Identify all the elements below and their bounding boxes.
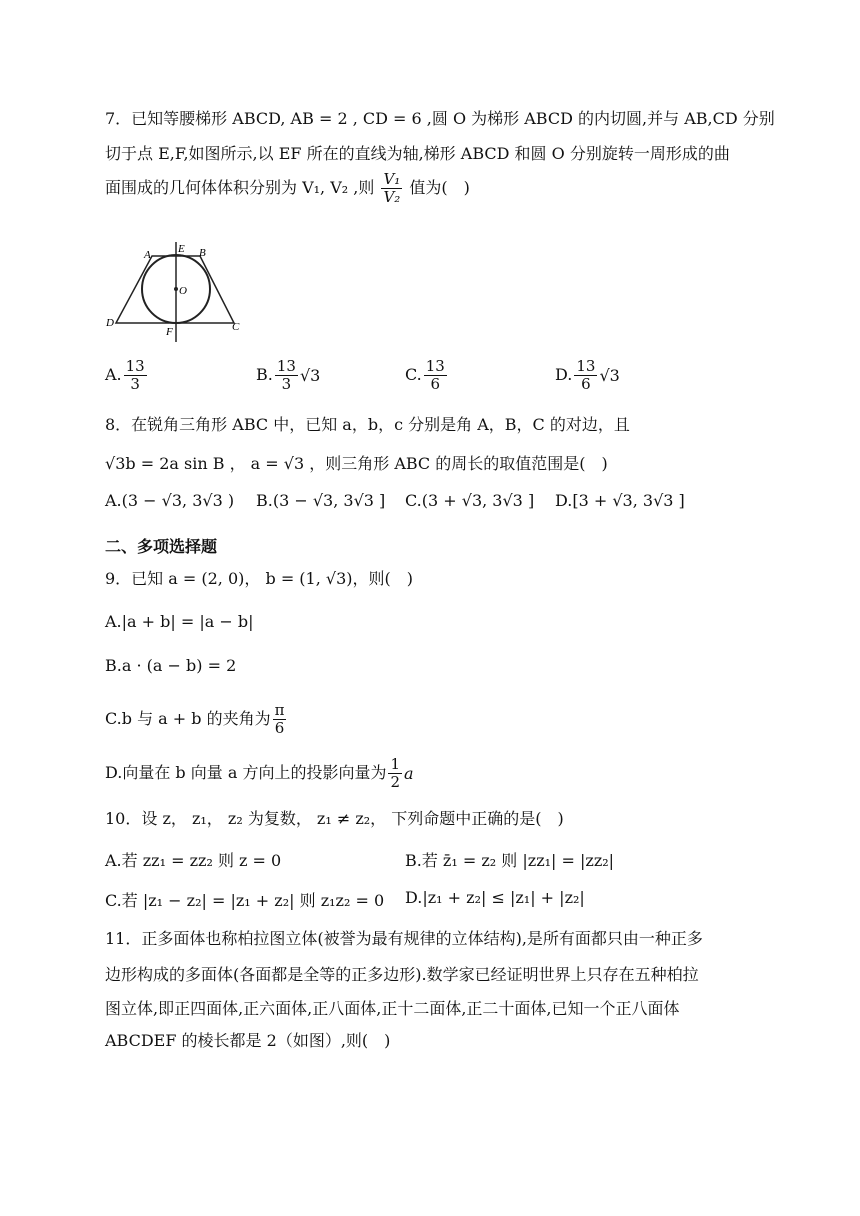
q7-option-d-root: √3 — [599, 366, 620, 385]
q9-option-d-vector: a — [404, 764, 414, 783]
q9-stem: 9．已知 a = (2, 0)， b = (1, √3)，则( ) — [105, 569, 414, 588]
q8-line-1: 8．在锐角三角形 ABC 中，已知 a，b，c 分别是角 A，B，C 的对边，且 — [105, 415, 630, 434]
q9-option-b[interactable]: B.a · (a − b) = 2 — [105, 656, 237, 675]
q7-volume-ratio — [381, 171, 402, 206]
q9-option-d-num: 1 — [390, 755, 401, 773]
q7-option-a[interactable] — [105, 358, 149, 393]
q7-option-b-root: √3 — [299, 366, 321, 385]
label-a: A — [144, 249, 151, 261]
q8-option-c[interactable]: C.(3 + √3, 3√3 ] — [405, 491, 535, 510]
label-o: O — [179, 285, 187, 297]
q7-trapezoid-figure — [104, 238, 254, 348]
q9-option-c-den: 6 — [274, 719, 285, 737]
q7-line-3-suffix: 值为( ) — [409, 178, 470, 197]
q7-option-b-label: B. — [256, 365, 273, 384]
q7-option-c-den: 6 — [430, 375, 441, 393]
q7-ratio-numerator: V₁ — [383, 170, 401, 188]
q7-option-c[interactable] — [405, 358, 449, 393]
q7-option-c-fraction — [424, 358, 447, 393]
label-c: C — [232, 321, 240, 333]
q7-option-a-den: 3 — [130, 375, 140, 393]
q7-option-b-den: 3 — [281, 375, 292, 393]
q9-option-c-num: π — [274, 701, 285, 719]
q9-option-d-den: 2 — [390, 773, 401, 791]
q7-option-a-num: 13 — [125, 357, 145, 375]
q7-option-a-label: A. — [105, 365, 122, 384]
q7-option-d[interactable] — [555, 358, 620, 393]
section-heading-multiple-choice: 二、多项选择题 — [105, 537, 218, 556]
label-b: B — [199, 247, 206, 259]
label-d: D — [106, 317, 114, 329]
q7-option-a-fraction — [124, 358, 147, 393]
q8-option-a[interactable]: A.(3 − √3, 3√3 ) — [105, 491, 235, 510]
q9-option-d-text: D.向量在 b 向量 a 方向上的投影向量为 — [105, 763, 387, 782]
q10-stem: 10．设 z， z₁， z₂ 为复数， z₁ ≠ z₂， 下列命题中正确的是( ) — [105, 809, 564, 828]
q11-line-3: 图立体,即正四面体,正六面体,正八面体,正十二面体,正二十面体,已知一个正八面体 — [105, 999, 680, 1018]
label-f: F — [166, 326, 173, 338]
q11-line-4: ABCDEF 的棱长都是 2（如图）,则( ) — [105, 1031, 391, 1050]
q8-option-d[interactable]: D.[3 + √3, 3√3 ] — [555, 491, 685, 510]
q7-line-2: 切于点 E,F,如图所示,以 EF 所在的直线为轴,梯形 ABCD 和圆 O 分别旋转一周形成的曲 — [105, 144, 730, 163]
q10-option-d[interactable]: D.|z₁ + z₂| ≤ |z₁| + |z₂| — [405, 888, 585, 907]
q7-ratio-denominator: V₂ — [383, 188, 401, 206]
q9-option-c-angle — [273, 702, 287, 737]
q8-line-2: √3b = 2a sin B ， a = √3 ，则三角形 ABC 的周长的取值范围是( ) — [105, 454, 608, 473]
q10-option-a[interactable]: A.若 zz₁ = zz₂ 则 z = 0 — [105, 851, 282, 870]
q11-line-2: 边形构成的多面体(各面都是全等的正多边形).数学家已经证明世界上只存在五种柏拉 — [105, 965, 699, 984]
q7-option-c-num: 13 — [425, 357, 445, 375]
q7-line-3 — [105, 171, 470, 206]
q9-option-c-text: C.b 与 a + b 的夹角为 — [105, 709, 271, 728]
q11-line-1: 11．正多面体也称柏拉图立体(被誉为最有规律的立体结构),是所有面都只由一种正多 — [105, 929, 703, 948]
q10-option-b[interactable]: B.若 z̄₁ = z₂ 则 |zz₁| = |zz₂| — [405, 851, 615, 870]
q9-option-a[interactable]: A.|a + b| = |a − b| — [105, 612, 254, 631]
q7-option-d-label: D. — [555, 365, 573, 384]
q10-option-c[interactable]: C.若 |z₁ − z₂| = |z₁ + z₂| 则 z₁z₂ = 0 — [105, 891, 385, 910]
q9-option-d[interactable] — [105, 756, 414, 791]
q7-option-d-num: 13 — [576, 357, 596, 375]
q7-option-d-fraction — [574, 358, 597, 393]
q7-option-b[interactable] — [256, 358, 320, 393]
label-e: E — [178, 243, 185, 255]
q9-option-d-coef — [388, 756, 402, 791]
q7-option-b-num: 13 — [276, 357, 296, 375]
q7-line-3-prefix: 面围成的几何体体积分别为 V₁, V₂ ,则 — [105, 178, 375, 197]
q7-option-c-label: C. — [405, 365, 422, 384]
q7-line-1: 7．已知等腰梯形 ABCD, AB = 2 , CD = 6 ,圆 O 为梯形 ABCD 的内切圆,并与 AB,CD 分别 — [105, 109, 775, 128]
q7-option-d-den: 6 — [581, 375, 591, 393]
q9-option-c[interactable] — [105, 702, 288, 737]
q7-option-b-fraction — [275, 358, 298, 393]
center-point-o — [174, 287, 178, 291]
q8-option-b[interactable]: B.(3 − √3, 3√3 ] — [256, 491, 386, 510]
